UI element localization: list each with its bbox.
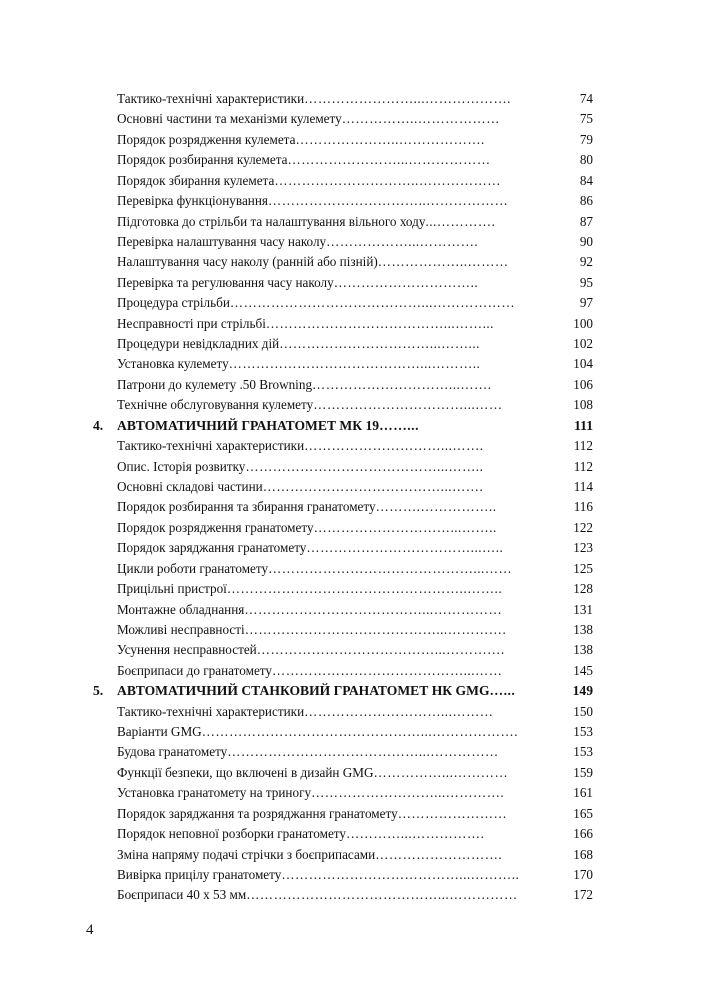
toc-entry-title: Основні частини та механізми кулемету: [117, 111, 342, 126]
toc-page-ref: 116: [572, 497, 593, 517]
toc-dot-leader: ……………………………………...………………: [229, 295, 516, 310]
toc-entry: [117, 457, 593, 477]
toc-page-ref: 138: [571, 620, 593, 640]
toc-entry: [117, 150, 593, 170]
toc-entry-title: Процедура стрільби: [117, 295, 230, 310]
toc-entry-title: Процедури невідкладних дій: [117, 336, 280, 351]
toc-page-ref: 106: [571, 375, 593, 395]
toc-dot-leader: ……………..………………: [341, 111, 500, 126]
toc-entry-title: Тактико-технічні характеристики: [117, 704, 305, 719]
toc-entry: [117, 354, 593, 374]
toc-dot-leader: ……………………………………...……………: [227, 744, 499, 759]
toc-dot-leader: ……………………………………………..……..: [226, 581, 503, 596]
toc-entry-title: Прицільні пристрої: [117, 581, 227, 596]
toc-page-ref: 108: [571, 395, 593, 415]
toc-page-ref: 150: [571, 702, 593, 722]
toc-entry: [117, 232, 593, 252]
toc-entry-title: Патрони до кулемету .50 Browning: [117, 377, 313, 392]
toc-entry-title: Налаштування часу наколу (ранній або пізній): [117, 254, 378, 269]
toc-entry-title: Тактико-технічні характеристики: [117, 438, 305, 453]
toc-entry: [117, 783, 593, 803]
toc-entry-title: Порядок заряджання гранатомету: [117, 540, 307, 555]
toc-entry: [117, 334, 593, 354]
toc-entry-title: Можливі несправності: [117, 622, 245, 637]
toc-dot-leader: ……………………………………...………….: [244, 622, 507, 637]
toc-page-ref: 80: [578, 150, 593, 170]
toc-entry: [117, 191, 593, 211]
toc-dot-leader: …………………………...…….: [312, 377, 492, 392]
toc-entry-title: АВТОМАТИЧНИЙ ГРАНАТОМЕТ МК 19: [117, 418, 380, 433]
toc-page-ref: 149: [571, 681, 593, 701]
toc-dot-leader: …………………..……………….: [295, 132, 485, 147]
toc-dot-leader: ………………………………………...……: [268, 561, 513, 576]
toc-entry: [117, 804, 593, 824]
toc-entry-title: Порядок заряджання та розряджання гранатомету: [117, 806, 398, 821]
toc-page-ref: 145: [571, 661, 593, 681]
toc-dot-leader: …………………………...………: [304, 704, 494, 719]
toc-dot-leader: ……………………………………...………..: [228, 356, 481, 371]
toc-dot-leader: …………………………...……..: [313, 520, 497, 535]
toc-dot-leader: ……………………………...……: [313, 397, 503, 412]
toc-entry-title: Цикли роботи гранатомету: [117, 561, 269, 576]
toc-page-ref: 138: [571, 640, 593, 660]
toc-entry-title: Перевірка функціонування: [117, 193, 268, 208]
toc-entry: [117, 171, 593, 191]
toc-page-ref: 170: [571, 865, 593, 885]
toc-page-ref: 159: [571, 763, 593, 783]
toc-entry-title: Установка гранатомету на триногу: [117, 785, 312, 800]
toc-entry: [117, 702, 593, 722]
toc-entry-title: Опис. Історія розвитку: [117, 459, 246, 474]
toc-entry-title: Перевірка та регулювання часу наколу: [117, 275, 334, 290]
toc-entry-title: Боєприпаси до гранатомету: [117, 663, 272, 678]
toc-entry: [117, 640, 593, 660]
toc-entry-title: Боєприпаси 40 х 53 мм: [117, 887, 247, 902]
toc-dot-leader: ……………………………………...……: [272, 663, 503, 678]
toc-entry: [117, 763, 593, 783]
toc-entry-title: Основні складові частини: [117, 479, 263, 494]
toc-entry-title: Варіанти GMG: [117, 724, 202, 739]
toc-dot-leader: ……………………...………………: [287, 152, 491, 167]
toc-entry: [117, 538, 593, 558]
toc-page-ref: 125: [571, 559, 593, 579]
toc-entry: [117, 518, 593, 538]
toc-entry: [117, 477, 593, 497]
toc-dot-leader: …………………………………...……...: [265, 316, 494, 331]
toc-entry: [117, 845, 593, 865]
toc-chapter-heading: [93, 416, 593, 436]
toc-entry-title: Будова гранатомету: [117, 744, 228, 759]
toc-entry: [117, 661, 593, 681]
toc-dot-leader: …………………………..: [333, 275, 479, 290]
toc-entry: [117, 824, 593, 844]
toc-entry: [117, 885, 593, 905]
toc-entry-title: Монтажне обладнання: [117, 602, 245, 617]
toc-dot-leader: …………………………..………………: [274, 173, 501, 188]
toc-page-ref: 86: [578, 191, 593, 211]
toc-entry: [117, 375, 593, 395]
toc-entry: [117, 273, 593, 293]
toc-page-ref: 111: [572, 416, 593, 436]
toc-dot-leader: ……………………….: [375, 847, 503, 862]
toc-page-ref: 87: [578, 212, 593, 232]
toc-page-ref: 75: [578, 109, 593, 129]
toc-entry: [117, 252, 593, 272]
toc-chapter-number: 5.: [93, 683, 104, 698]
toc-entry-title: Зміна напряму подачі стрічки з боєприпасами: [117, 847, 376, 862]
toc-page-ref: 123: [571, 538, 593, 558]
toc-dot-leader: ………………………………...…..: [306, 540, 504, 555]
toc-entry-title: Несправності при стрільбі: [117, 316, 266, 331]
toc-dot-leader: …………………………………………...……………….: [201, 724, 519, 739]
toc-entry-title: Функції безпеки, що включені в дизайн GMG: [117, 765, 374, 780]
toc-entry-title: Усунення несправностей: [117, 642, 257, 657]
toc-page-ref: 166: [571, 824, 593, 844]
toc-entry-title: Порядок розрядження кулемета: [117, 132, 296, 147]
toc-page-ref: 84: [578, 171, 593, 191]
toc-entry-title: Порядок розбирання та збирання гранатомету: [117, 499, 376, 514]
toc-entry: [117, 722, 593, 742]
toc-entry: [117, 865, 593, 885]
toc-dot-leader: ……………………...……………….: [304, 91, 511, 106]
toc-entry: [117, 559, 593, 579]
toc-dot-leader: …………………………………...………..: [281, 867, 520, 882]
toc-chapter-number: 4.: [93, 418, 104, 433]
toc-dot-leader: …………………………...…….: [304, 438, 484, 453]
toc-page-ref: 161: [571, 783, 593, 803]
toc-entry: [117, 109, 593, 129]
toc-dot-leader: ……….……………..: [375, 499, 497, 514]
toc-entry: [117, 436, 593, 456]
toc-entry: [117, 395, 593, 415]
toc-entry: [117, 293, 593, 313]
toc-dot-leader: ……………………………………...……..: [245, 459, 484, 474]
toc-page-ref: 97: [578, 293, 593, 313]
toc-chapter-heading: [93, 681, 593, 701]
toc-entry-title: Тактико-технічні характеристики: [117, 91, 305, 106]
toc-entry-title: Установка кулемету: [117, 356, 229, 371]
toc-page-ref: 112: [572, 436, 593, 456]
toc-entry-title: Підготовка до стрільби та налаштування вільного ходу: [117, 214, 426, 229]
toc-dot-leader: ………………………...………….: [311, 785, 505, 800]
toc-page-ref: 102: [571, 334, 593, 354]
toc-dot-leader: ...………….: [425, 214, 496, 229]
toc-entry-title: Порядок розрядження гранатомету: [117, 520, 314, 535]
toc-page-ref: 79: [578, 130, 593, 150]
toc-entry: [117, 314, 593, 334]
toc-page-ref: 165: [571, 804, 593, 824]
toc-dot-leader: ………………..………: [377, 254, 509, 269]
toc-entry-title: АВТОМАТИЧНИЙ СТАНКОВИЙ ГРАНАТОМЕТ НК GMG: [117, 683, 490, 698]
toc-entry: [117, 620, 593, 640]
toc-entry-title: Вивірка прицілу гранатомету: [117, 867, 282, 882]
toc-page-ref: 128: [571, 579, 593, 599]
toc-entry-title: Перевірка налаштування часу наколу: [117, 234, 327, 249]
toc-dot-leader: …………………………………...………….: [256, 642, 505, 657]
toc-dot-leader: ……...: [379, 418, 419, 433]
toc-entry: [117, 600, 593, 620]
toc-entry: [117, 89, 593, 109]
toc-dot-leader: ……………………………...……...: [279, 336, 480, 351]
toc-dot-leader: …...: [489, 683, 516, 698]
toc-page-ref: 95: [578, 273, 593, 293]
page-number: 4: [86, 922, 94, 938]
toc-page-ref: 122: [571, 518, 593, 538]
toc-dot-leader: …………………………………...……………: [244, 602, 503, 617]
toc-page-ref: 104: [571, 354, 593, 374]
toc-dot-leader: ………………...………….: [326, 234, 479, 249]
toc-entry-title: Порядок неповної розборки гранатомету: [117, 826, 346, 841]
toc-page-ref: 92: [578, 252, 593, 272]
toc-dot-leader: ……………………………………...……………: [246, 887, 518, 902]
toc-dot-leader: ……………………: [397, 806, 508, 821]
toc-page-ref: 153: [571, 722, 593, 742]
toc-entry-title: Порядок збирання кулемета: [117, 173, 275, 188]
toc-dot-leader: ……………...…………: [373, 765, 509, 780]
toc-page-ref: 90: [578, 232, 593, 252]
toc-dot-leader: ……………………………..………………: [268, 193, 509, 208]
toc-page-ref: 153: [571, 742, 593, 762]
toc-entry: [117, 497, 593, 517]
toc-page-ref: 168: [571, 845, 593, 865]
toc-entry: [117, 212, 593, 232]
toc-entry-title: Технічне обслуговування кулемету: [117, 397, 314, 412]
toc-entry: [117, 579, 593, 599]
toc-page-ref: 131: [571, 600, 593, 620]
toc-page-ref: 172: [571, 885, 593, 905]
toc-page-ref: 112: [572, 457, 593, 477]
toc-entry: [117, 130, 593, 150]
toc-dot-leader: …………...…………….: [345, 826, 485, 841]
toc-page-ref: 74: [578, 89, 593, 109]
toc-page-ref: 100: [571, 314, 593, 334]
toc-dot-leader: …………………………………...…….: [262, 479, 484, 494]
toc-entry: [117, 742, 593, 762]
toc-entry-title: Порядок розбирання кулемета: [117, 152, 288, 167]
toc-page-ref: 114: [572, 477, 593, 497]
